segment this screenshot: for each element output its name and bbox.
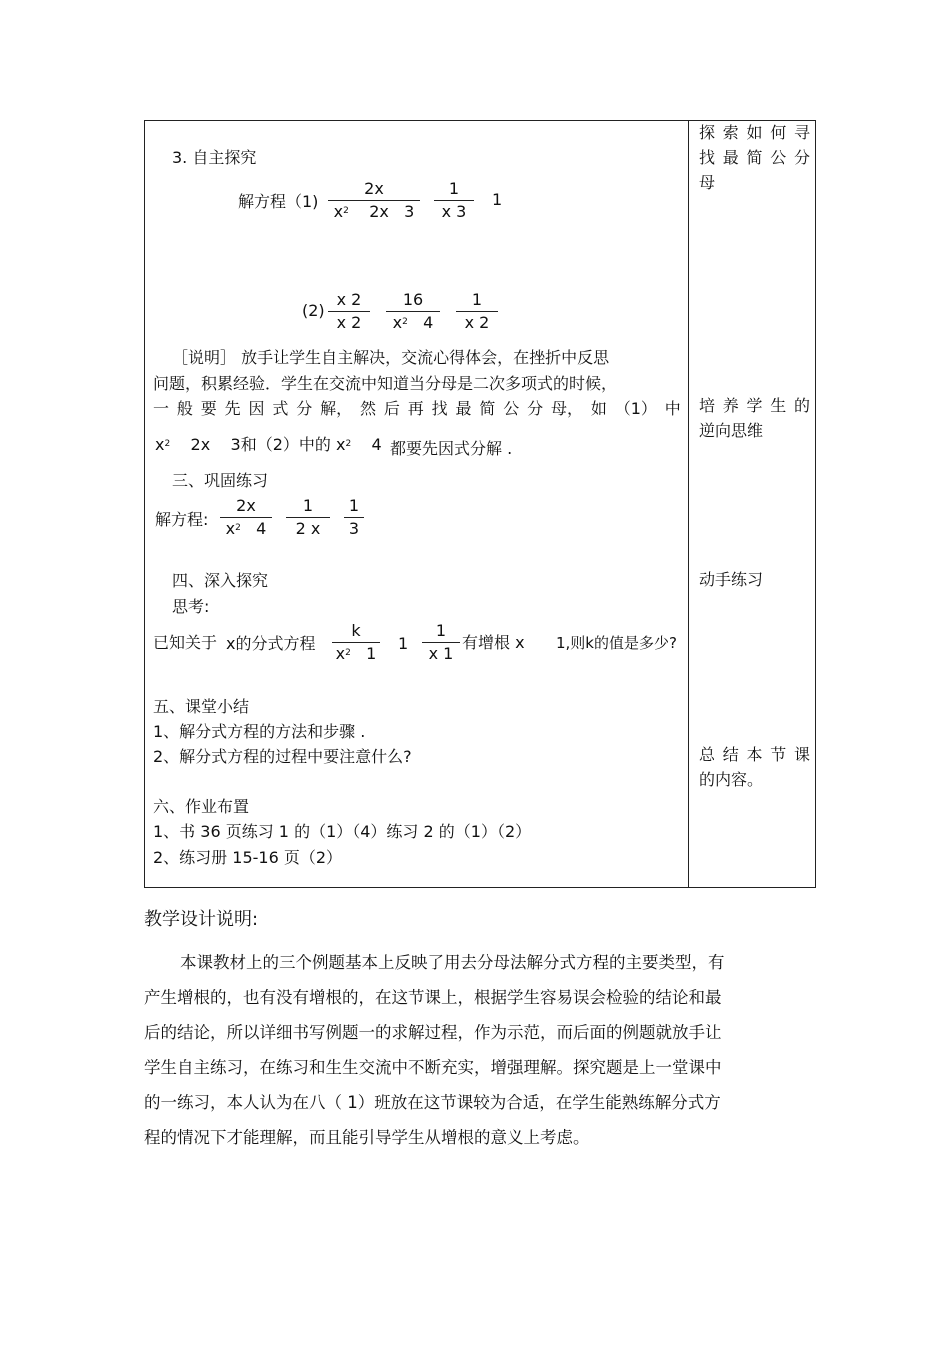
side-note-1-line-1: 探 索 如 何 寻 [699, 123, 810, 142]
eq2-f3-denominator: x 2 [464, 313, 490, 332]
eq2-fraction-3 [456, 289, 498, 334]
design-line-2: 产生增根的，也有没有增根的，在这节课上，根据学生容易误会检验的结论和最 [144, 988, 722, 1007]
eq1-f2-numerator: 1 [448, 179, 460, 198]
design-title: 教学设计说明: [144, 909, 259, 930]
homework-item-1: 1、书 36 页练习 1 的（1）（4）练习 2 的（1）（2） [153, 822, 532, 841]
eq2-f1-denominator: x 2 [336, 313, 362, 332]
eq1-fraction-1 [328, 178, 420, 223]
eq3-f2-denominator: 2 x [295, 519, 321, 538]
column-divider [688, 120, 689, 888]
section-three-heading: 三、巩固练习 [172, 471, 269, 490]
section-five-heading: 五、课堂小结 [153, 697, 250, 716]
section-four-heading: 四、深入探究 [172, 571, 269, 590]
side-note-2-line-2: 逆向思维 [699, 421, 764, 440]
eq2-label: (2) [302, 301, 325, 320]
question-f2-denominator: x 1 [428, 644, 454, 663]
eq3-fraction-2 [286, 495, 330, 540]
question-fraction-2 [422, 620, 460, 665]
side-note-2-line-1: 培 养 学 生 的 [699, 396, 810, 415]
eq1-fraction-2 [434, 178, 474, 223]
eq3-f1-numerator: 2x [236, 496, 256, 515]
side-note-3: 动手练习 [699, 570, 764, 589]
question-middle: 1 [398, 634, 409, 653]
eq1-label: 解方程（1) [238, 192, 319, 211]
eq1-f2-denominator: x 3 [441, 202, 467, 221]
eq3-f3-numerator: 1 [348, 496, 360, 515]
note-line-4b: 都要先因式分解 . [390, 439, 513, 458]
question-prefix: 已知关于 [153, 633, 218, 652]
question-suffix-1: 有增根 x [462, 633, 525, 652]
eq3-fraction-3 [344, 495, 364, 540]
question-variable: x的分式方程 [226, 634, 316, 653]
eq3-label: 解方程: [155, 510, 209, 529]
side-note-1-line-2: 找 最 简 公 分 [699, 148, 810, 167]
summary-item-1: 1、解分式方程的方法和步骤 . [153, 722, 366, 741]
eq3-f2-numerator: 1 [302, 496, 314, 515]
design-line-5: 的一练习，本人认为在八（ 1）班放在这节课较为合适，在学生能熟练解分式方 [144, 1093, 721, 1112]
note-line-4a: $x^2$ 2x 3和（2）中的 $x^2$ 4 [155, 435, 382, 454]
side-note-2 [699, 393, 810, 443]
side-note-1 [699, 120, 810, 195]
homework-item-2: 2、练习册 15-16 页（2） [153, 848, 343, 867]
question-f1-denominator: $x^2$ 1 [335, 644, 377, 663]
eq1-f1-numerator: 2x [364, 179, 384, 198]
eq2-f2-denominator: $x^2$ 4 [392, 313, 434, 332]
eq3-f3-denominator: 3 [348, 519, 360, 538]
think-label: 思考: [172, 597, 210, 616]
note-line-2: 问题，积累经验．学生在交流中知道当分母是二次多项式的时候， [153, 374, 618, 393]
question-f2-numerator: 1 [435, 621, 447, 640]
eq1-f1-denominator: $x^2$ 2x 3 [333, 202, 415, 221]
eq2-f2-numerator: 16 [402, 290, 424, 309]
section-3-heading: 3. 自主探究 [172, 148, 257, 167]
eq2-f3-numerator: 1 [471, 290, 483, 309]
side-note-1-line-3: 母 [699, 173, 716, 192]
section-six-heading: 六、作业布置 [153, 797, 250, 816]
question-f1-numerator: k [351, 621, 361, 640]
eq1-rhs: 1 [492, 190, 503, 209]
question-fraction-1 [332, 620, 380, 665]
design-line-4: 学生自主练习，在练习和生生交流中不断充实，增强理解。探究题是上一堂课中 [144, 1058, 722, 1077]
eq2-f1-numerator: x 2 [336, 290, 362, 309]
summary-item-2: 2、解分式方程的过程中要注意什么? [153, 747, 412, 766]
eq3-fraction-1 [220, 495, 272, 540]
design-line-1: 本课教材上的三个例题基本上反映了用去分母法解分式方程的主要类型，有 [180, 953, 725, 972]
eq3-f1-denominator: $x^2$ 4 [225, 519, 267, 538]
side-note-4-line-1: 总 结 本 节 课 [699, 745, 810, 764]
design-line-3: 后的结论，所以详细书写例题一的求解过程，作为示范，而后面的例题就放手让 [144, 1023, 722, 1042]
side-note-4 [699, 742, 810, 792]
eq2-fraction-2 [386, 289, 440, 334]
question-suffix-2: 1,则k的值是多少? [556, 634, 677, 652]
eq2-fraction-1 [328, 289, 370, 334]
note-line-3: 一 般 要 先 因 式 分 解， 然 后 再 找 最 简 公 分 母， 如 （1） 中 [153, 399, 681, 418]
design-line-6: 程的情况下才能理解，而且能引导学生从增根的意义上考虑。 [144, 1128, 590, 1147]
side-note-4-line-2: 的内容。 [699, 770, 764, 789]
note-line-1: ［说明］ 放手让学生自主解决，交流心得体会，在挫折中反思 [172, 348, 610, 367]
